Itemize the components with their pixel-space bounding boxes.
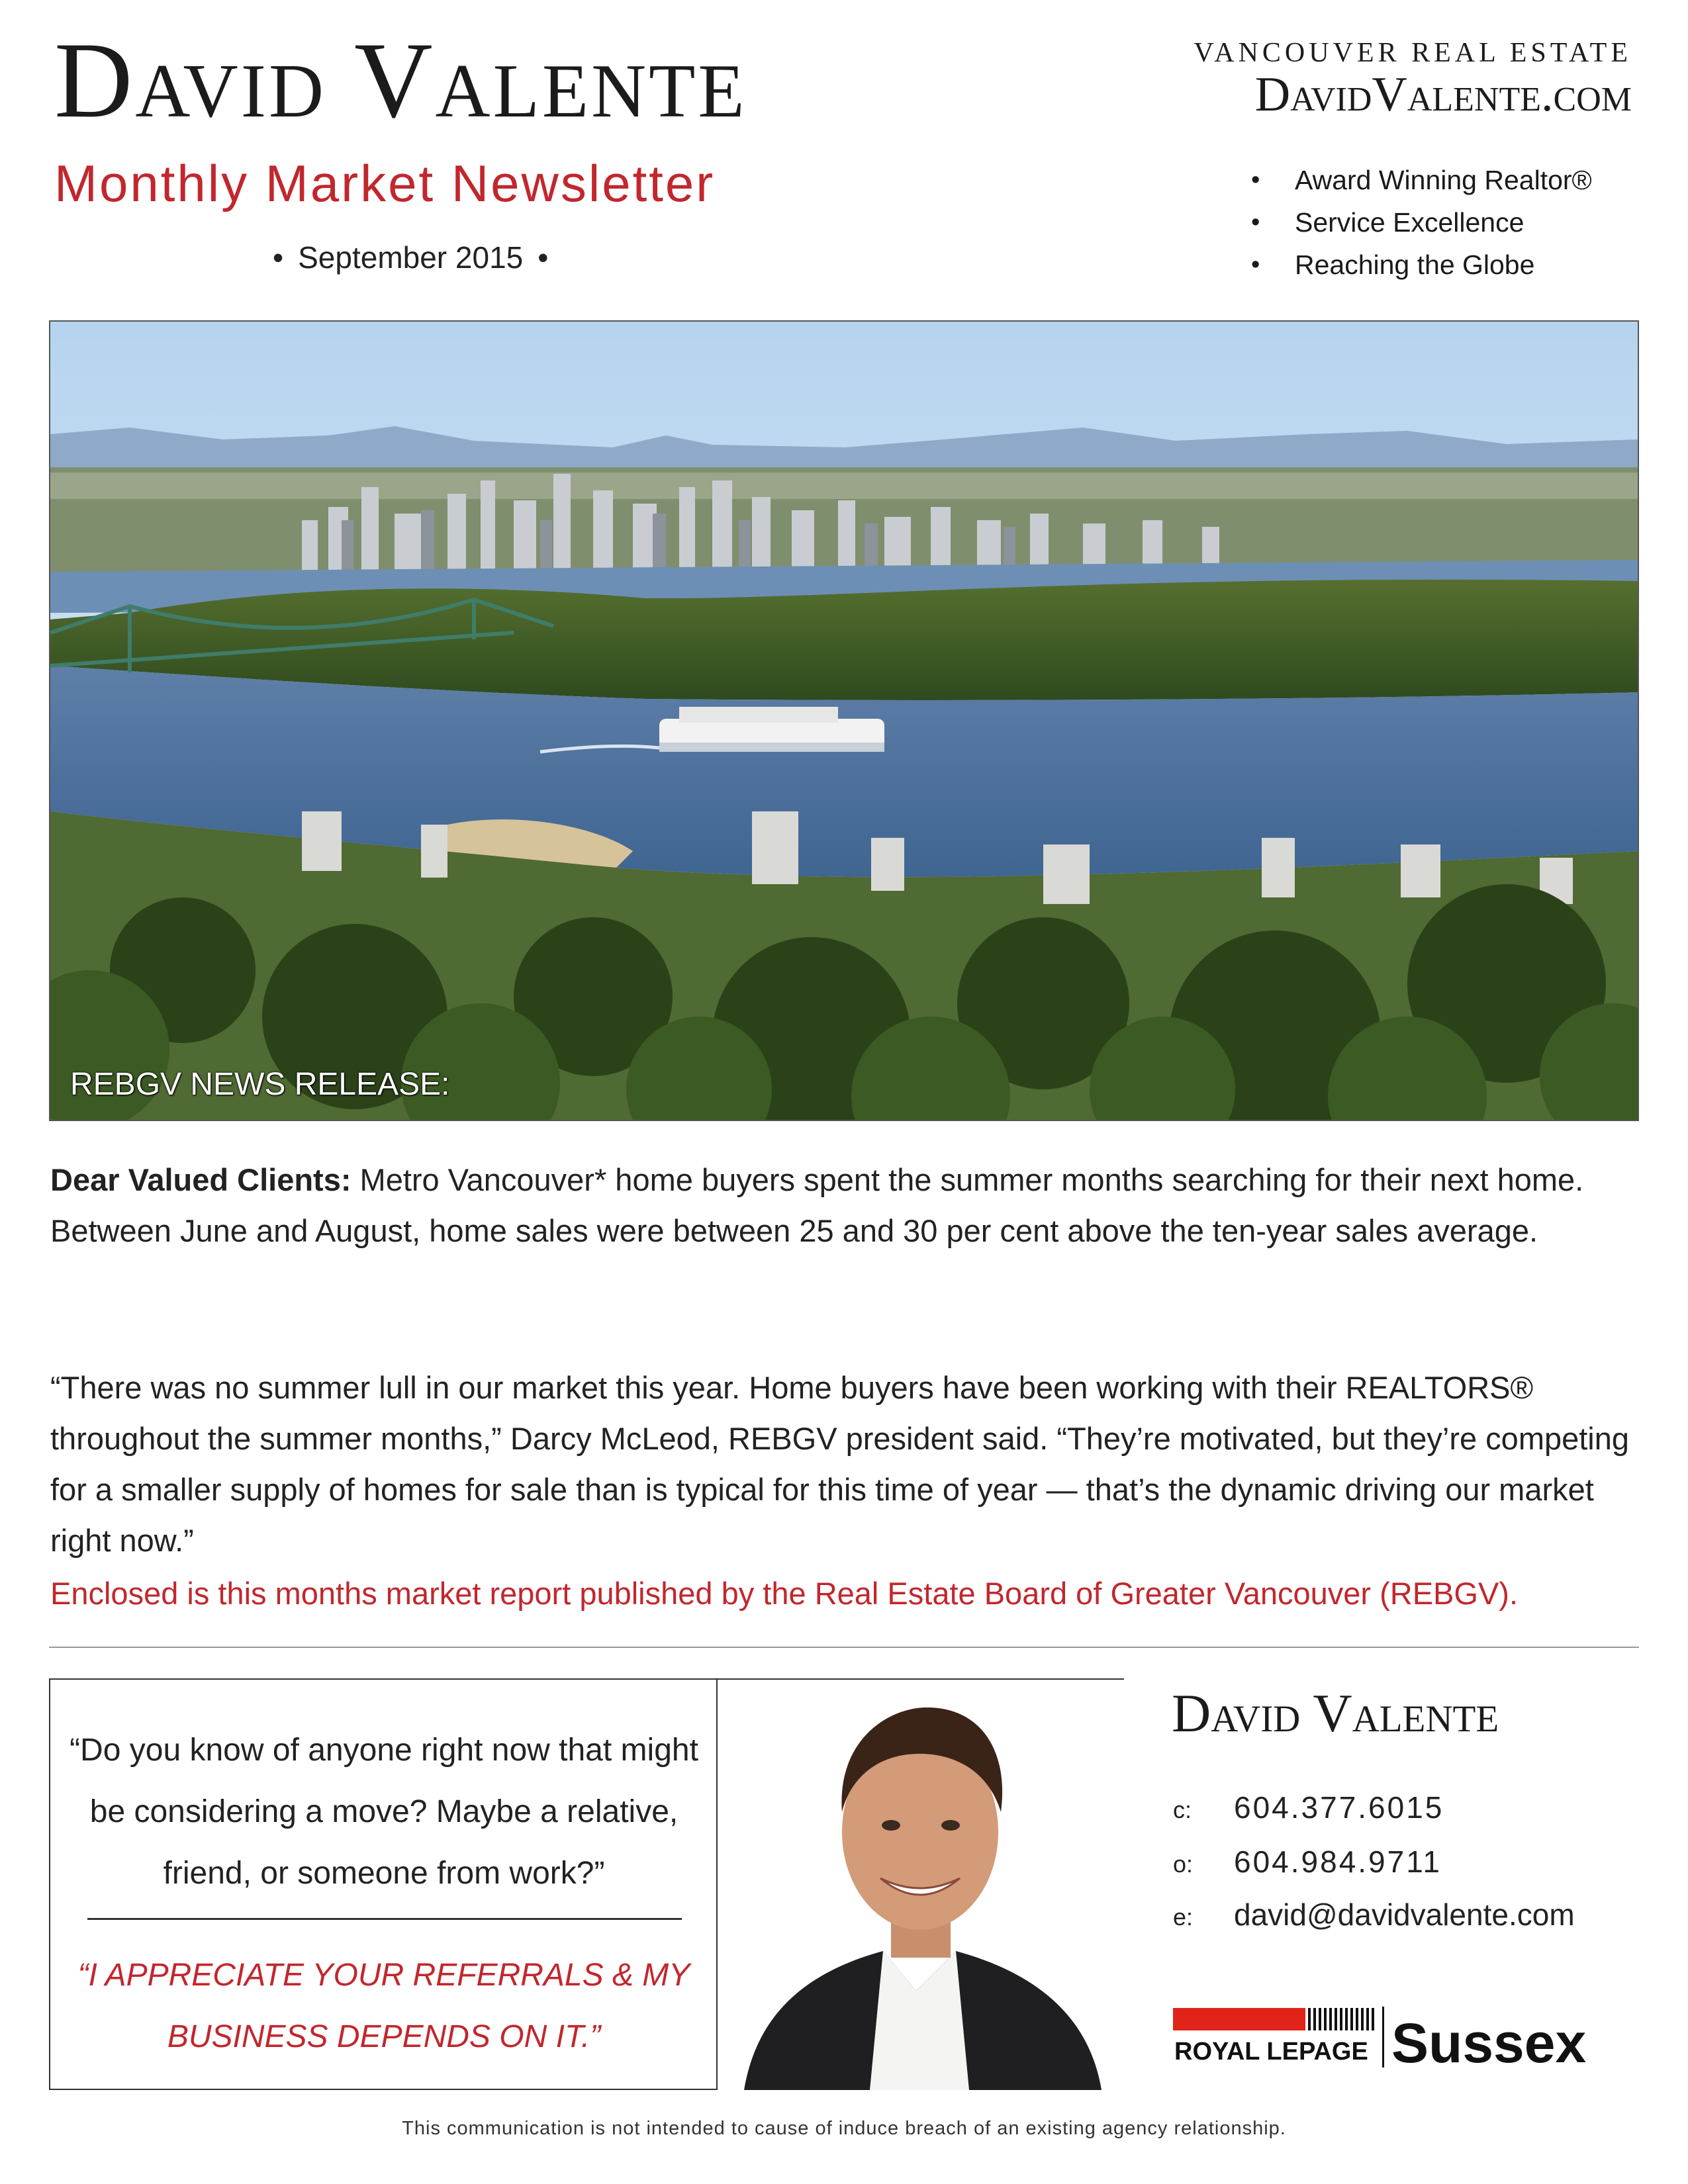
office-label: o: xyxy=(1173,1850,1194,1878)
vancouver-panorama xyxy=(50,322,1638,1120)
contact-office xyxy=(1173,1844,1442,1880)
newsletter-title: Monthly Market Newsletter xyxy=(54,154,716,212)
highlight-item: • Award Winning Realtor® xyxy=(1251,159,1592,201)
contact-name: David Valente xyxy=(1172,1683,1499,1743)
referral-question: “Do you know of anyone right now that might be considering a move? Maybe a relative, friend, or someone from work?” xyxy=(70,1733,698,1891)
royal-lepage-sussex-logo xyxy=(1173,2003,1597,2071)
referral-appeal: “I APPRECIATE YOUR REFERRALS & MY BUSINESS DEPENDS ON IT.” xyxy=(77,1958,690,2054)
email-link[interactable]: david@davidvalente.com xyxy=(1234,1897,1575,1932)
bullet-dot: • xyxy=(538,240,549,275)
agent-photo xyxy=(718,1680,1125,2090)
office-number[interactable]: 604.984.9711 xyxy=(1234,1844,1442,1879)
logo-sussex-text: Sussex xyxy=(1391,2012,1587,2071)
hero-caption: REBGV NEWS RELEASE: xyxy=(70,1067,450,1102)
site-domain: DavidValente.com xyxy=(1254,68,1632,122)
contact-cell xyxy=(1173,1790,1444,1825)
enclosed-note: Enclosed is this months market report published by the Real Estate Board of Greater Vancouver (REBGV). xyxy=(50,1576,1519,1611)
referral-box xyxy=(49,1678,1124,2090)
article-paragraph-2: “There was no summer lull in our market this year. Home buyers have been working with their REALTORS® throughout the summer months,” Darcy McLeod, REBGV president said. “They’re motivated, but they’re competing for a smaller supply of homes for sale than is typical for this time of year — that’s the dynamic driving our market right now.” xyxy=(50,1370,1630,1558)
issue-date-text: September 2015 xyxy=(298,240,524,275)
hero-photo xyxy=(49,320,1639,1121)
footer-disclaimer: This communication is not intended to cause of induce breach of an existing agency relationship. xyxy=(402,2118,1286,2139)
highlight-item: • Reaching the Globe xyxy=(1251,244,1592,286)
logo-royal-lepage-text: ROYAL LEPAGE xyxy=(1174,2038,1368,2066)
brokerage-logo xyxy=(1173,2003,1597,2071)
contact-email xyxy=(1173,1897,1575,1933)
paragraph-1-text: Metro Vancouver* home buyers spent the summer months searching for their next home. Between June and August, home sales were between 25 and 30 per cent above the ten-year sales average. xyxy=(50,1162,1584,1248)
cell-label: c: xyxy=(1173,1796,1192,1823)
highlights-list xyxy=(1251,159,1592,286)
section-divider xyxy=(49,1647,1639,1648)
bullet-dot: • xyxy=(273,240,284,275)
highlight-item: • Service Excellence xyxy=(1251,201,1592,244)
article-paragraph-1 xyxy=(50,1154,1639,1256)
email-label: e: xyxy=(1173,1903,1194,1931)
agent-portrait xyxy=(716,1680,1125,2090)
greeting: Dear Valued Clients: xyxy=(50,1162,352,1197)
issue-date xyxy=(258,240,563,275)
cell-number[interactable]: 604.377.6015 xyxy=(1234,1790,1444,1825)
referral-divider xyxy=(87,1918,682,1920)
site-tagline: VANCOUVER REAL ESTATE xyxy=(1194,38,1632,68)
brand-name: David Valente xyxy=(54,21,747,140)
